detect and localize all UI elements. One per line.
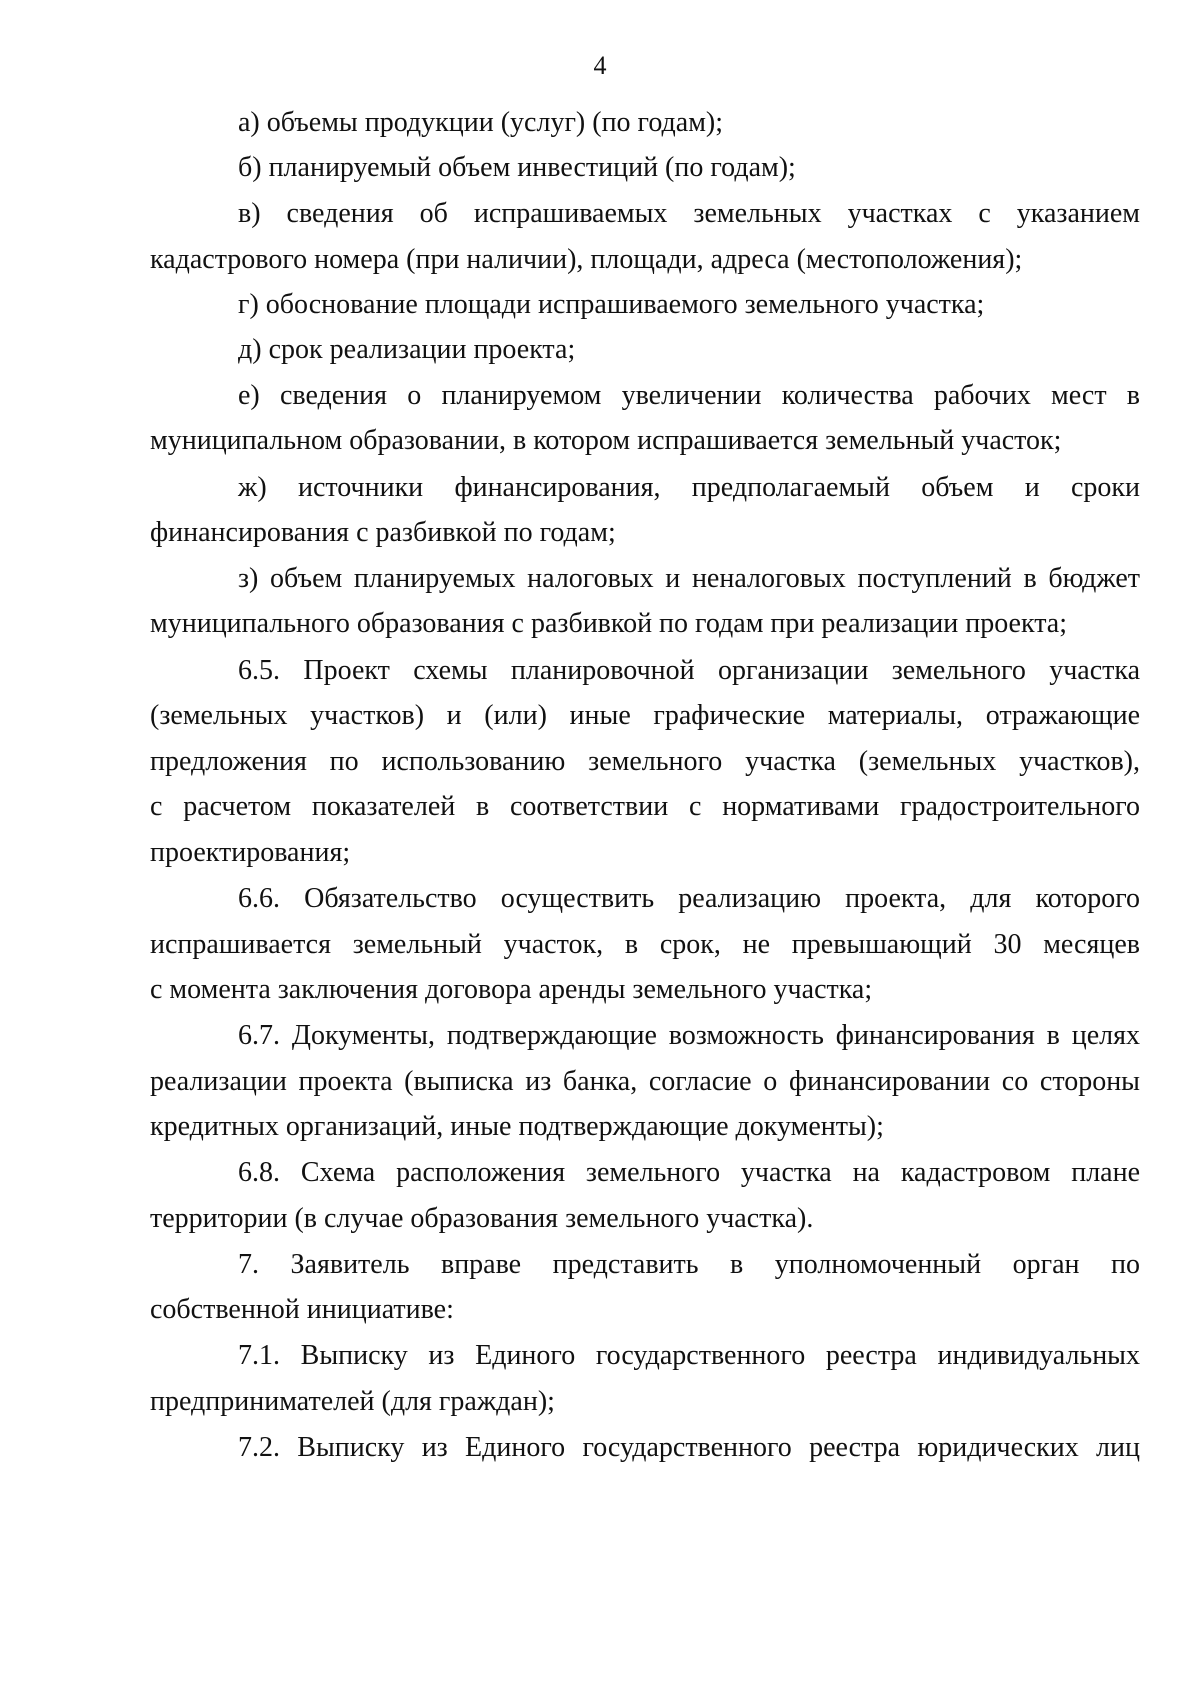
text-line: с момента заключения договора аренды земельного участка; — [150, 974, 873, 1005]
text-line: кадастрового номера (при наличии), площади, адреса (местоположения); — [150, 244, 1023, 275]
text-line: испрашивается земельный участок, в срок, не превышающий 30 месяцев — [150, 929, 1140, 960]
text-line: д) срок реализации проекта; — [238, 334, 576, 365]
text-line: г) обоснование площади испрашиваемого земельного участка; — [238, 289, 985, 320]
text-line: 6.5. Проект схемы планировочной организации земельного участка — [238, 655, 1140, 686]
text-line: муниципальном образовании, в котором испрашивается земельный участок; — [150, 425, 1062, 456]
text-line: предложения по использованию земельного участка (земельных участков), — [150, 746, 1140, 777]
text-line: а) объемы продукции (услуг) (по годам); — [238, 107, 724, 138]
text-line: з) объем планируемых налоговых и неналоговых поступлений в бюджет — [238, 563, 1140, 594]
text-line: реализации проекта (выписка из банка, согласие о финансировании со стороны — [150, 1066, 1140, 1097]
text-line: 6.8. Схема расположения земельного участка на кадастровом плане — [238, 1157, 1140, 1188]
text-line: 6.6. Обязательство осуществить реализацию проекта, для которого — [238, 883, 1140, 914]
text-line: 7.2. Выписку из Единого государственного реестра юридических лиц — [238, 1432, 1140, 1463]
text-line: 6.7. Документы, подтверждающие возможность финансирования в целях — [238, 1020, 1140, 1051]
text-line: (земельных участков) и (или) иные графические материалы, отражающие — [150, 700, 1140, 731]
text-line: собственной инициативе: — [150, 1294, 454, 1325]
page-number: 4 — [593, 51, 607, 80]
text-line: территории (в случае образования земельного участка). — [150, 1203, 814, 1234]
text-line: с расчетом показателей в соответствии с нормативами градостроительного — [150, 791, 1140, 822]
text-line: предпринимателей (для граждан); — [150, 1386, 555, 1417]
text-line: ж) источники финансирования, предполагаемый объем и сроки — [238, 472, 1140, 503]
text-line: б) планируемый объем инвестиций (по годам); — [238, 152, 796, 183]
text-line: 7. Заявитель вправе представить в уполномоченный орган по — [238, 1249, 1140, 1280]
text-line: проектирования; — [150, 837, 351, 868]
text-line: кредитных организаций, иные подтверждающие документы); — [150, 1111, 884, 1142]
text-line: 7.1. Выписку из Единого государственного реестра индивидуальных — [238, 1340, 1140, 1371]
text-line: в) сведения об испрашиваемых земельных участках с указанием — [238, 198, 1140, 229]
text-line: финансирования с разбивкой по годам; — [150, 517, 616, 548]
text-line: е) сведения о планируемом увеличении количества рабочих мест в — [238, 380, 1140, 411]
text-line: муниципального образования с разбивкой по годам при реализации проекта; — [150, 608, 1067, 639]
